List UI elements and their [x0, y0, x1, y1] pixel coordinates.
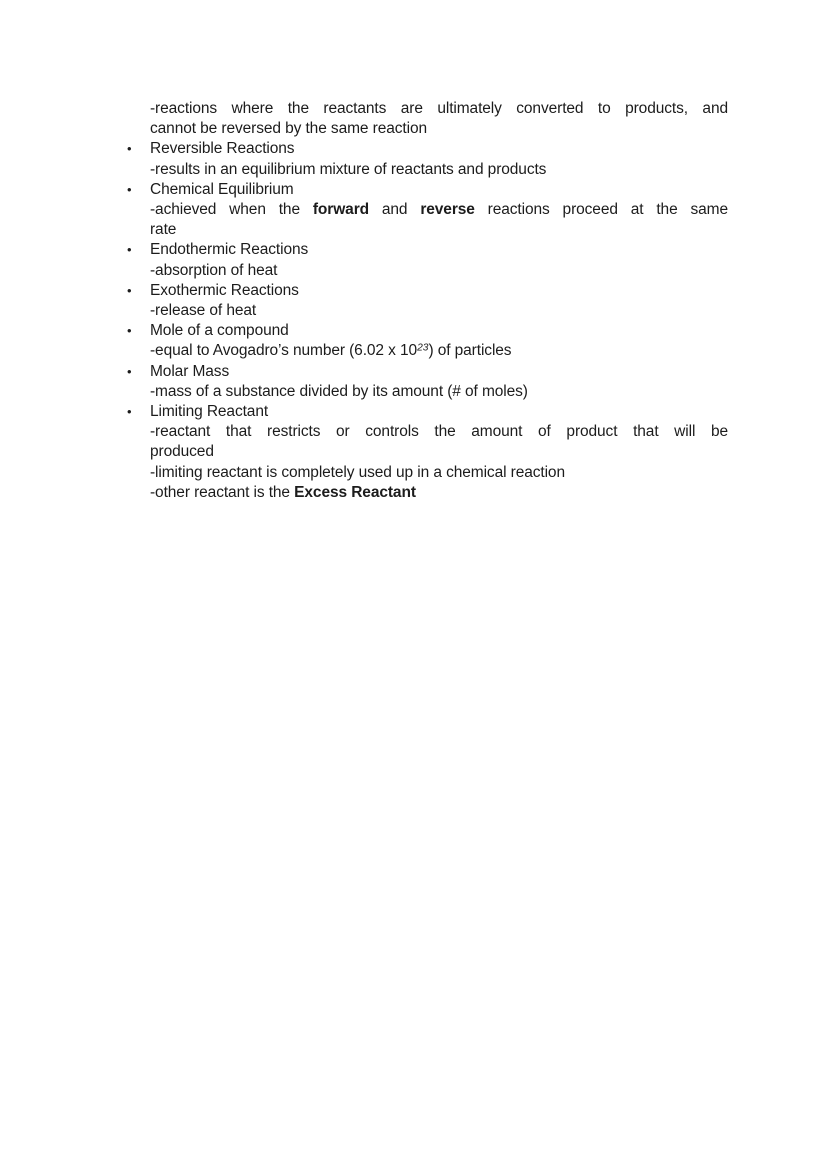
superscript-text: 23: [417, 343, 429, 355]
definition-text: [150, 201, 728, 218]
text-run: -reactions where the reactants are ultimately converted to products, and: [150, 100, 728, 117]
definition-line: [150, 483, 728, 503]
text-run: -absorption of heat: [150, 261, 278, 279]
definition-line: [150, 422, 728, 442]
bullet-icon: •: [127, 323, 132, 339]
term-text: Exothermic Reactions: [150, 281, 299, 299]
definition-line: [150, 341, 728, 361]
term-text: Limiting Reactant: [150, 403, 269, 421]
text-run: -other reactant is the: [150, 483, 295, 501]
list-item-term: [127, 321, 728, 341]
bullet-icon: •: [127, 242, 132, 258]
list-item-term: [127, 281, 728, 301]
term-text: Mole of a compound: [150, 322, 289, 340]
definition-text: [150, 383, 528, 400]
term-text: Chemical Equilibrium: [150, 180, 294, 198]
text-run: ) of particles: [428, 342, 512, 360]
definition-line: [150, 442, 728, 462]
notes-list: [127, 99, 728, 503]
definition-text: [150, 302, 256, 319]
list-item-term: [127, 139, 728, 159]
bold-text: Excess Reactant: [294, 483, 416, 501]
bullet-icon: •: [127, 141, 132, 157]
bullet-icon: •: [127, 404, 132, 420]
text-run: rate: [150, 221, 177, 239]
list-item-term: [127, 240, 728, 260]
text-run: and: [369, 201, 421, 219]
list-item-term: [127, 362, 728, 382]
definition-line: [150, 261, 728, 281]
definition-line: [150, 200, 728, 220]
definition-text: [150, 120, 427, 137]
bullet-icon: •: [127, 282, 132, 298]
list-item-term: [127, 402, 728, 422]
term-text: Molar Mass: [150, 362, 230, 380]
definition-line: [150, 99, 728, 119]
definition-text: [150, 423, 728, 440]
definition-text: [150, 342, 511, 359]
definition-line: [150, 382, 728, 402]
definition-line: [150, 301, 728, 321]
text-run: reactions proceed at the same: [474, 201, 728, 219]
text-run: -mass of a substance divided by its amount (# of moles): [150, 382, 528, 400]
definition-line: [150, 463, 728, 483]
text-run: -limiting reactant is completely used up in a chemical reaction: [150, 463, 565, 481]
definition-line: [150, 119, 728, 139]
bold-text: reverse: [420, 201, 475, 219]
text-run: cannot be reversed by the same reaction: [150, 120, 427, 138]
definition-line: [150, 160, 728, 180]
definition-text: [150, 262, 277, 279]
definition-text: [150, 443, 214, 460]
definition-text: [150, 100, 728, 117]
list-item-term: [127, 180, 728, 200]
term-text: Reversible Reactions: [150, 140, 295, 158]
text-run: -equal to Avogadro’s number (6.02 x 10: [150, 342, 418, 360]
term-text: Endothermic Reactions: [150, 241, 309, 259]
definition-text: [150, 221, 176, 238]
bullet-icon: •: [127, 363, 132, 379]
text-run: -achieved when the: [150, 201, 313, 219]
bold-text: forward: [312, 201, 369, 219]
text-run: -results in an equilibrium mixture of reactants and products: [150, 160, 547, 178]
text-run: produced: [150, 443, 214, 461]
definition-text: [150, 484, 416, 501]
text-run: -reactant that restricts or controls the amount of product that will be: [150, 423, 728, 441]
definition-text: [150, 161, 546, 178]
definition-text: [150, 464, 565, 481]
bullet-icon: •: [127, 181, 132, 197]
definition-line: [150, 220, 728, 240]
text-run: -release of heat: [150, 302, 257, 320]
